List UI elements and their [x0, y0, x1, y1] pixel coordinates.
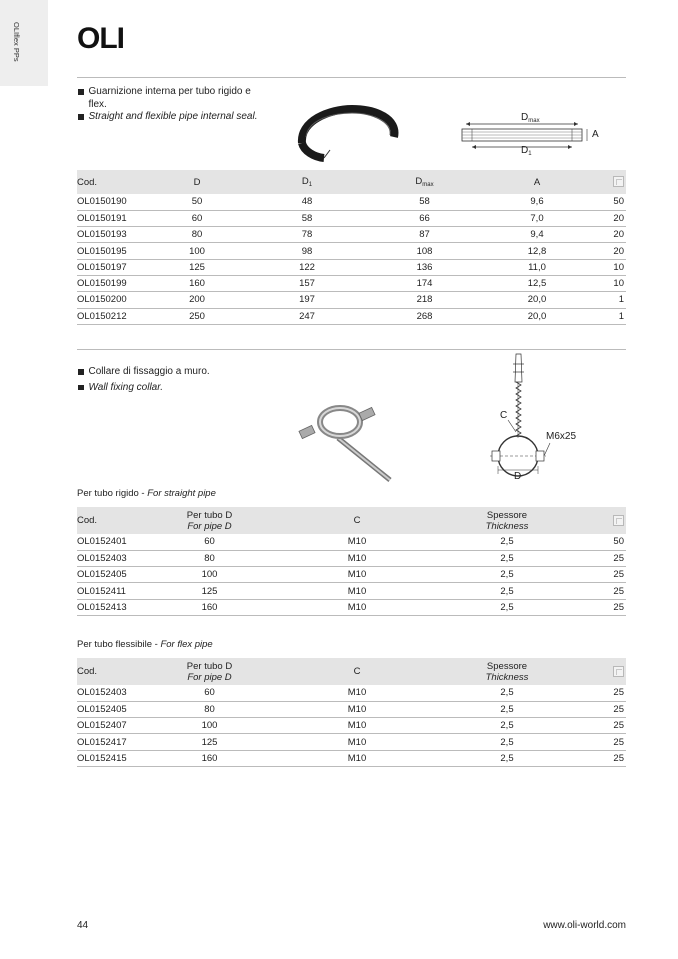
col-thickness: Spessore Thickness — [485, 509, 529, 532]
table-cell: OL0152405 — [77, 701, 162, 717]
table-cell: 25 — [557, 734, 626, 750]
dim-d-label: D — [514, 471, 522, 482]
table-cell: M10 — [257, 750, 457, 766]
table-cell: 2,5 — [457, 567, 557, 583]
table-cell: 100 — [162, 243, 232, 259]
table-cell: 200 — [162, 292, 232, 308]
table-cell: M10 — [257, 567, 457, 583]
bullet-italian: Guarnizione interna per tubo rigido e flex. — [88, 86, 251, 110]
table-cell: 25 — [557, 583, 626, 599]
table-row — [77, 534, 626, 550]
bullet-english: Wall fixing collar. — [88, 381, 163, 393]
table-cell: 58 — [382, 194, 467, 210]
table-cell: OL0150212 — [77, 308, 162, 324]
table-cell: 98 — [232, 243, 382, 259]
table-cell: 2,5 — [457, 583, 557, 599]
table-cell: 58 — [232, 210, 382, 226]
table-cell: 50 — [162, 194, 232, 210]
table-cell: 66 — [382, 210, 467, 226]
table-cell: M10 — [257, 599, 457, 615]
table-cell: 50 — [607, 194, 626, 210]
dim-c-label: C — [500, 410, 508, 421]
table-cell: M10 — [257, 534, 457, 550]
col-cod: Cod. — [77, 666, 98, 677]
table-cell: 2,5 — [457, 718, 557, 734]
table-rigid-title: Per tubo rigido - For straight pipe — [77, 488, 216, 499]
section1-description — [78, 86, 258, 124]
table-cell: 2,5 — [457, 701, 557, 717]
table-cell: 87 — [382, 227, 467, 243]
table-cell: OL0152403 — [77, 685, 162, 701]
table-cell: 2,5 — [457, 750, 557, 766]
table-cell: OL0150199 — [77, 275, 162, 291]
seal-ring-image — [294, 103, 404, 163]
bullet-italian: Collare di fissaggio a muro. — [88, 366, 210, 377]
table-cell: OL0152401 — [77, 534, 162, 550]
table-cell: 12,8 — [467, 243, 607, 259]
col-c: C — [353, 515, 361, 526]
website-url[interactable]: www.oli-world.com — [543, 920, 626, 931]
table-cell: OL0152403 — [77, 550, 162, 566]
table-cell: 174 — [382, 275, 467, 291]
table-row — [77, 550, 626, 566]
col-pipe: Per tubo D For pipe D — [186, 660, 233, 683]
table-cell: 197 — [232, 292, 382, 308]
table-cell: 2,5 — [457, 534, 557, 550]
table-cell: 20 — [607, 243, 626, 259]
table-cell: 2,5 — [457, 685, 557, 701]
col-pipe: Per tubo D For pipe D — [186, 509, 233, 532]
package-icon — [607, 170, 626, 194]
bullet-square-icon — [78, 114, 84, 120]
table-cell: 9,6 — [467, 194, 607, 210]
table-cell: OL0150191 — [77, 210, 162, 226]
col-cod: Cod. — [77, 176, 98, 188]
table-cell: OL0150197 — [77, 259, 162, 275]
table-cell: 1 — [607, 308, 626, 324]
bullet-square-icon — [78, 89, 84, 95]
table-row — [77, 275, 626, 291]
table-row — [77, 701, 626, 717]
table-cell: OL0150190 — [77, 194, 162, 210]
table-cell: 25 — [557, 685, 626, 701]
table-row — [77, 750, 626, 766]
table-cell: OL0150200 — [77, 292, 162, 308]
table-cell: M10 — [257, 734, 457, 750]
table-cell: OL0152413 — [77, 599, 162, 615]
table-cell: OL0152407 — [77, 718, 162, 734]
col-a: A — [533, 176, 541, 188]
table-row — [77, 308, 626, 324]
table-cell: 136 — [382, 259, 467, 275]
col-cod: Cod. — [77, 515, 98, 526]
table-cell: 25 — [557, 567, 626, 583]
collar-flex-table — [77, 658, 626, 767]
table-cell: 7,0 — [467, 210, 607, 226]
table-cell: 268 — [382, 308, 467, 324]
table-cell: 20,0 — [467, 308, 607, 324]
table-cell: M10 — [257, 583, 457, 599]
table-cell: 1 — [607, 292, 626, 308]
table-cell: 20,0 — [467, 292, 607, 308]
table-cell: 2,5 — [457, 599, 557, 615]
table-cell: 218 — [382, 292, 467, 308]
table-cell: 2,5 — [457, 550, 557, 566]
wall-collar-image — [298, 398, 398, 483]
table-row — [77, 734, 626, 750]
table-cell: 12,5 — [467, 275, 607, 291]
table-cell: M10 — [257, 685, 457, 701]
bullet-square-icon — [78, 369, 84, 375]
table-cell: 25 — [557, 550, 626, 566]
table-cell: 250 — [162, 308, 232, 324]
bullet-square-icon — [78, 385, 84, 391]
table-cell: 11,0 — [467, 259, 607, 275]
table-cell: 2,5 — [457, 734, 557, 750]
table-cell: 50 — [557, 534, 626, 550]
table-cell: 100 — [162, 567, 257, 583]
seal-table — [77, 170, 626, 325]
table-cell: 20 — [607, 227, 626, 243]
table-row — [77, 685, 626, 701]
table-cell: 9,4 — [467, 227, 607, 243]
package-icon — [557, 507, 626, 534]
table-row — [77, 292, 626, 308]
table-cell: OL0152415 — [77, 750, 162, 766]
table-row — [77, 718, 626, 734]
table-cell: 125 — [162, 734, 257, 750]
table-row — [77, 259, 626, 275]
table-cell: 25 — [557, 750, 626, 766]
table-cell: 157 — [232, 275, 382, 291]
table-cell: M10 — [257, 718, 457, 734]
table-cell: 125 — [162, 259, 232, 275]
table-flex-title: Per tubo flessibile - For flex pipe — [77, 639, 213, 650]
table-cell: M10 — [257, 701, 457, 717]
dim-d1-label: $D_1$ — [521, 145, 532, 157]
divider — [77, 77, 626, 78]
table-row — [77, 243, 626, 259]
table-cell: 48 — [232, 194, 382, 210]
table-cell: 125 — [162, 583, 257, 599]
table-cell: 20 — [607, 210, 626, 226]
table-cell: 10 — [607, 275, 626, 291]
table-cell: 80 — [162, 550, 257, 566]
table-cell: 25 — [557, 718, 626, 734]
table-cell: OL0150193 — [77, 227, 162, 243]
dim-m-label: M6x25 — [546, 431, 577, 442]
col-c: C — [353, 666, 361, 677]
table-cell: 60 — [162, 534, 257, 550]
table-cell: 100 — [162, 718, 257, 734]
table-cell: OL0152417 — [77, 734, 162, 750]
table-cell: 108 — [382, 243, 467, 259]
dim-dmax-label: $D_{max}$ — [521, 112, 540, 124]
table-cell: 122 — [232, 259, 382, 275]
table-cell: 80 — [162, 227, 232, 243]
collar-rigid-table — [77, 507, 626, 616]
table-cell: OL0150195 — [77, 243, 162, 259]
divider — [77, 349, 626, 350]
table-cell: 78 — [232, 227, 382, 243]
table-row — [77, 227, 626, 243]
package-icon — [557, 658, 626, 685]
table-cell: 60 — [162, 210, 232, 226]
table-row — [77, 583, 626, 599]
col-dmax: $D_{max}$ — [415, 176, 434, 188]
table-row — [77, 210, 626, 226]
table-row — [77, 194, 626, 210]
collar-technical-drawing — [480, 352, 580, 482]
table-cell: 160 — [162, 275, 232, 291]
table-cell: 25 — [557, 701, 626, 717]
table-cell: 247 — [232, 308, 382, 324]
side-tab-label: OLIflex PPs — [12, 22, 21, 62]
dim-a-label: A — [592, 129, 599, 140]
page-number: 44 — [77, 920, 89, 931]
brand-logo: OLI — [77, 22, 124, 55]
table-cell: 25 — [557, 599, 626, 615]
table-row — [77, 599, 626, 615]
section2-description — [78, 366, 278, 394]
bullet-english: Straight and flexible pipe internal seal. — [88, 111, 258, 122]
table-cell: 80 — [162, 701, 257, 717]
table-cell: 10 — [607, 259, 626, 275]
table-cell: M10 — [257, 550, 457, 566]
table-row — [77, 567, 626, 583]
col-d1: $D_1$ — [301, 176, 313, 188]
table-cell: OL0152411 — [77, 583, 162, 599]
table-cell: 160 — [162, 599, 257, 615]
table-cell: OL0152405 — [77, 567, 162, 583]
col-thickness: Spessore Thickness — [485, 660, 529, 683]
side-tab — [0, 0, 48, 86]
col-d: D — [193, 176, 201, 188]
table-cell: 160 — [162, 750, 257, 766]
table-cell: 60 — [162, 685, 257, 701]
